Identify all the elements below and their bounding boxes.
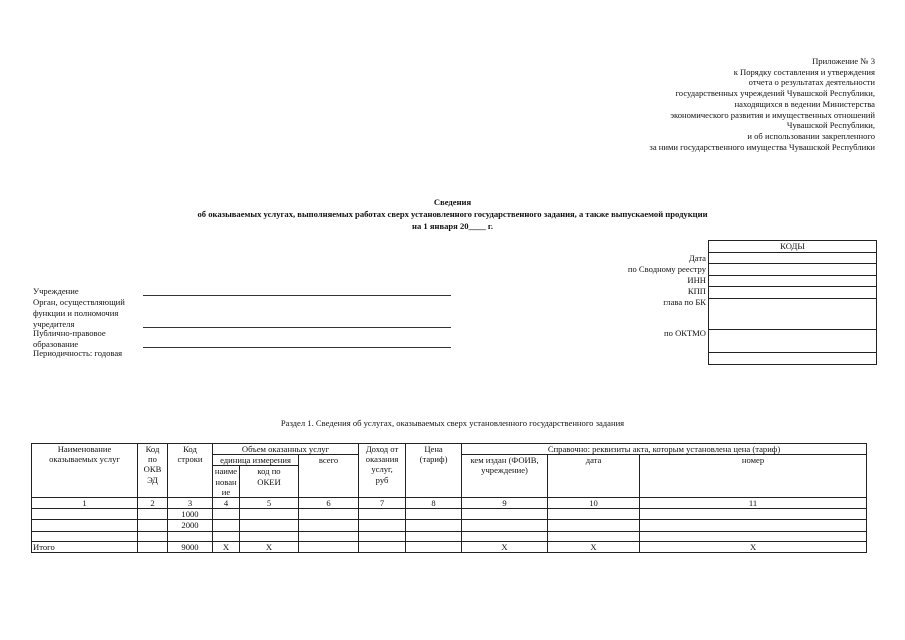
cell[interactable] <box>640 509 867 520</box>
codes-registry-cell[interactable] <box>709 264 877 276</box>
cell[interactable] <box>240 509 299 520</box>
column-number: 8 <box>406 498 462 509</box>
total-c10: Х <box>548 542 640 553</box>
header-row-code: Код строки <box>168 444 213 498</box>
cell[interactable] <box>299 509 359 520</box>
codes-label-date: Дата <box>688 253 706 263</box>
codes-date-cell[interactable] <box>709 252 877 264</box>
table-row <box>32 520 867 531</box>
cell[interactable] <box>359 531 406 542</box>
cell[interactable] <box>462 520 548 531</box>
field-organ-label-3: учредителя <box>33 319 75 329</box>
row-code: 1000 <box>168 509 213 520</box>
header-unit-name: наиме нован ие <box>213 466 240 498</box>
field-periodicity: Периодичность: годовая <box>33 348 123 358</box>
codes-oktmo-cell[interactable] <box>709 329 877 352</box>
cell[interactable] <box>32 520 138 531</box>
column-number: 3 <box>168 498 213 509</box>
cell[interactable] <box>299 531 359 542</box>
codes-label-oktmo: по ОКТМО <box>664 328 706 338</box>
appendix-line: и об использовании закрепленного <box>747 130 875 141</box>
column-number: 4 <box>213 498 240 509</box>
total-code: 9000 <box>168 542 213 553</box>
total-label: Итого <box>32 542 138 553</box>
column-number: 7 <box>359 498 406 509</box>
cell[interactable] <box>213 531 240 542</box>
total-c4: Х <box>213 542 240 553</box>
cell[interactable] <box>462 509 548 520</box>
cell[interactable] <box>406 542 462 553</box>
cell[interactable] <box>548 509 640 520</box>
cell[interactable] <box>299 520 359 531</box>
cell[interactable] <box>406 509 462 520</box>
cell[interactable] <box>138 509 168 520</box>
appendix-line: к Порядку составления и утверждения <box>733 66 875 77</box>
cell[interactable] <box>406 531 462 542</box>
appendix-note <box>649 56 875 152</box>
header-number: номер <box>640 455 867 498</box>
table-row <box>32 509 867 520</box>
document-title <box>0 196 905 232</box>
appendix-line: находящихся в ведении Министерства <box>734 98 875 109</box>
cell[interactable] <box>299 542 359 553</box>
header-okei: код по ОКЕИ <box>240 466 299 498</box>
field-organ-label-2: функции и полномочия <box>33 308 119 318</box>
cell[interactable] <box>640 520 867 531</box>
total-c9: Х <box>462 542 548 553</box>
cell[interactable] <box>462 531 548 542</box>
codes-label-registry: по Сводному реестру <box>627 264 706 274</box>
column-number: 1 <box>32 498 138 509</box>
codes-label-bk: глава по БК <box>663 297 706 307</box>
cell[interactable] <box>138 520 168 531</box>
row-code <box>168 531 213 542</box>
cell[interactable] <box>138 531 168 542</box>
cell[interactable] <box>548 531 640 542</box>
cell[interactable] <box>359 542 406 553</box>
header-okved: Код по ОКВ ЭД <box>138 444 168 498</box>
cell[interactable] <box>32 509 138 520</box>
cell[interactable] <box>213 520 240 531</box>
field-organ-line <box>143 327 451 328</box>
header-price: Цена (тариф) <box>406 444 462 498</box>
appendix-line: Чувашской Республики, <box>786 120 875 131</box>
codes-bk-cell[interactable] <box>709 298 877 329</box>
field-institution-line <box>143 295 451 296</box>
cell[interactable] <box>213 509 240 520</box>
cell[interactable] <box>240 531 299 542</box>
appendix-line: за ними государственного имущества Чувашской Республики <box>649 141 875 152</box>
codes-table <box>708 240 877 365</box>
appendix-line: Приложение № 3 <box>812 56 875 66</box>
header-total: всего <box>299 455 359 498</box>
section-title: Раздел 1. Сведения об услугах, оказываемых сверх установленного государственного задания <box>280 418 625 428</box>
header-date: дата <box>548 455 640 498</box>
title-line-3: на 1 января 20____ г. <box>412 221 493 231</box>
total-c5: Х <box>240 542 299 553</box>
header-reference: Справочно: реквизиты акта, которым установлена цена (тариф) <box>462 444 867 455</box>
field-public-label-1: Публично-правовое <box>33 328 106 338</box>
cell[interactable] <box>406 520 462 531</box>
appendix-line: государственных учреждений Чувашской Республики, <box>675 88 875 99</box>
appendix-line: отчета о результатах деятельности <box>748 77 875 88</box>
codes-extra-cell[interactable] <box>709 352 877 364</box>
appendix-line: экономического развития и имущественных отношений <box>670 109 875 120</box>
total-row <box>32 542 867 553</box>
total-c11: Х <box>640 542 867 553</box>
codes-kpp-cell[interactable] <box>709 287 877 299</box>
field-organ-label-1: Орган, осуществляющий <box>33 297 125 307</box>
codes-header: КОДЫ <box>709 241 877 253</box>
column-number: 2 <box>138 498 168 509</box>
services-table <box>31 443 867 553</box>
codes-inn-cell[interactable] <box>709 275 877 287</box>
column-number: 6 <box>299 498 359 509</box>
title-line-1: Сведения <box>433 197 472 207</box>
cell <box>138 542 168 553</box>
table-row <box>32 531 867 542</box>
cell[interactable] <box>548 520 640 531</box>
column-number: 5 <box>240 498 299 509</box>
cell[interactable] <box>32 531 138 542</box>
cell[interactable] <box>640 531 867 542</box>
cell[interactable] <box>359 520 406 531</box>
column-number: 9 <box>462 498 548 509</box>
field-public-label-2: образование <box>33 339 79 349</box>
header-volume: Объем оказанных услуг <box>213 444 359 455</box>
field-public-line <box>143 347 451 348</box>
column-numbers-row <box>32 498 867 509</box>
cell[interactable] <box>359 509 406 520</box>
column-number: 10 <box>548 498 640 509</box>
header-income: Доход от оказания услуг, руб <box>359 444 406 498</box>
row-code: 2000 <box>168 520 213 531</box>
column-number: 11 <box>640 498 867 509</box>
field-institution-label: Учреждение <box>33 286 79 296</box>
title-line-2: об оказываемых услугах, выполняемых работах сверх установленного государственного задания, а также выпускаемой продукции <box>197 209 708 219</box>
header-issuer: кем издан (ФОИВ, учреждение) <box>462 455 548 498</box>
header-service-name: Наименование оказываемых услуг <box>32 444 138 498</box>
codes-label-inn: ИНН <box>687 275 706 285</box>
codes-label-kpp: КПП <box>687 286 706 296</box>
cell[interactable] <box>240 520 299 531</box>
header-unit: единица измерения <box>213 455 299 466</box>
